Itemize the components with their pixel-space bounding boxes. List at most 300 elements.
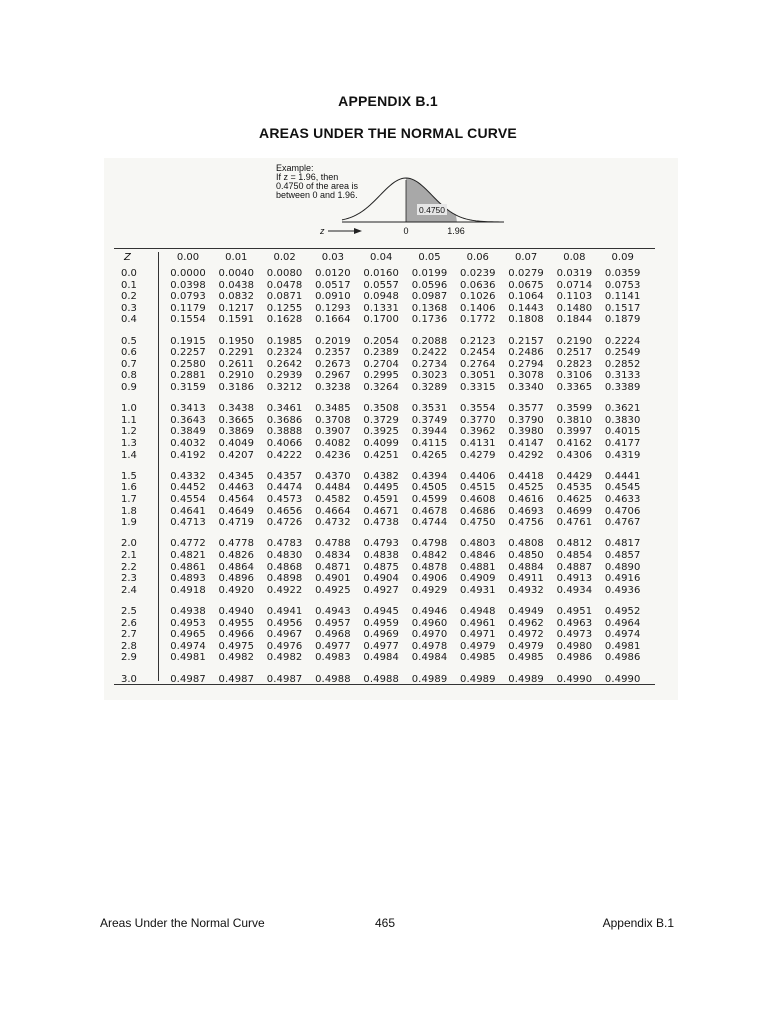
table-cell: 0.4932 [508,584,544,596]
table-cell: 0.2054 [363,335,399,347]
column-header: 0.00 [176,252,200,263]
table-cell: 0.4177 [604,438,641,449]
z-value: 2.8 [121,640,137,652]
table-cell: 0.4641 [170,505,206,517]
table-cell: 0.3665 [218,414,255,426]
table-cell: 0.2967 [315,370,351,382]
table-cell: 0.4608 [460,494,496,505]
z-value: 0.1 [121,279,137,291]
z-value: 0.6 [121,347,137,359]
table-cell: 0.4884 [508,561,544,573]
table-cell: 0.0000 [170,268,206,279]
table-cell: 0.4975 [218,640,255,652]
z-value: 2.0 [121,538,137,550]
table-cell: 0.4906 [411,573,448,585]
table-cell: 0.3264 [363,382,399,393]
table-cell: 0.1141 [604,291,641,303]
z-value: 0.2 [121,291,137,303]
table-cell: 0.4441 [604,470,641,482]
table-cell: 0.3643 [170,414,206,426]
table-cell: 0.4713 [170,517,206,529]
table-cell: 0.2910 [218,370,255,382]
table-cell: 0.1844 [556,314,593,326]
table-cell: 0.4875 [363,561,399,573]
table-cell: 0.4162 [556,438,593,449]
table-cell: 0.4656 [266,505,303,517]
table-cell: 0.0832 [218,291,255,303]
table-cell: 0.4983 [315,652,351,664]
table-cell: 0.4964 [604,617,641,629]
column-header: 0.08 [563,252,586,263]
example-line-4: between 0 and 1.96. [276,190,358,200]
table-cell: 0.4901 [315,573,351,585]
table-cell: 0.4826 [218,550,255,561]
table-cell: 0.4988 [363,673,399,685]
table-cell: 0.0517 [315,279,351,291]
table-cell: 0.4394 [411,470,448,482]
table-cell: 0.3577 [508,403,544,415]
table-cell: 0.1554 [170,314,206,326]
table-cell: 0.2939 [266,370,303,382]
table-cell: 0.4738 [363,517,399,529]
table-cell: 0.4957 [315,617,351,629]
table-cell: 0.4898 [266,573,303,585]
table-cell: 0.4798 [411,538,448,550]
table-cell: 0.4817 [604,538,641,550]
table-cell: 0.2580 [170,358,206,370]
table-cell: 0.1517 [604,302,641,314]
table-cell: 0.4535 [556,482,593,494]
table-cell: 0.3186 [218,382,255,393]
table-cell: 0.4868 [266,561,303,573]
table-cell: 0.0438 [218,279,255,291]
table-cell: 0.4463 [218,482,255,494]
table-cell: 0.0596 [411,279,448,291]
table-cell: 0.4990 [604,673,641,685]
table-cell: 0.4967 [266,629,303,641]
table-cell: 0.4699 [556,505,593,517]
appendix-title: APPENDIX B.1 [338,93,438,109]
table-cell: 0.4938 [170,606,206,617]
table-cell: 0.4925 [315,584,351,596]
table-cell: 0.3849 [170,426,206,438]
z-value: 1.5 [121,470,137,482]
table-cell: 0.4525 [508,482,544,494]
table-cell: 0.0675 [508,279,544,291]
table-cell: 0.1331 [363,302,399,314]
z-value: 2.6 [121,617,137,629]
table-cell: 0.1480 [556,302,593,314]
table-cell: 0.3962 [460,426,496,438]
header-rule [114,248,655,249]
table-cell: 0.4332 [170,470,206,482]
table-cell: 0.2357 [315,347,351,359]
table-cell: 0.4671 [363,505,399,517]
table-cell: 0.1628 [266,314,303,326]
table-cell: 0.4945 [363,606,399,617]
table-cell: 0.3997 [556,426,593,438]
table-cell: 0.0160 [363,268,399,279]
table-cell: 0.4881 [460,561,496,573]
table-cell: 0.4979 [508,640,544,652]
table-cell: 0.4948 [460,606,496,617]
table-cell: 0.4949 [508,606,544,617]
column-header: 0.05 [418,252,441,263]
table-cell: 0.4936 [604,584,641,596]
column-header: 0.09 [611,252,634,263]
table-cell: 0.3461 [266,403,303,415]
table-cell: 0.3508 [363,403,399,415]
table-cell: 0.4893 [170,573,206,585]
table-cell: 0.4864 [218,561,255,573]
table-cell: 0.4115 [411,438,448,449]
table-cell: 0.4788 [315,538,351,550]
z-value: 1.9 [121,517,137,529]
table-cell: 0.4973 [556,629,593,641]
table-cell: 0.4943 [315,606,351,617]
table-cell: 0.4732 [315,517,351,529]
table-cell: 0.4719 [218,517,255,529]
table-cell: 0.3686 [266,414,303,426]
footer-left-text: Areas Under the Normal Curve [100,916,265,930]
table-cell: 0.2881 [170,370,206,382]
z-value: 0.3 [121,302,137,314]
table-cell: 0.4484 [315,482,351,494]
table-cell: 0.4830 [266,550,303,561]
table-cell: 0.2324 [266,347,303,359]
table-cell: 0.2224 [604,335,641,347]
z-value: 1.1 [121,414,137,426]
table-cell: 0.4940 [218,606,255,617]
table-cell: 0.4192 [170,449,206,461]
z-value: 2.5 [121,606,137,617]
table-cell: 0.3106 [556,370,593,382]
table-cell: 0.3621 [604,403,641,415]
tick-label-zero: 0 [403,226,409,236]
table-cell: 0.4846 [460,550,496,561]
table-cell: 0.2486 [508,347,544,359]
table-cell: 0.4474 [266,482,303,494]
table-cell: 0.4909 [460,573,496,585]
z-value: 1.4 [121,449,137,461]
table-cell: 0.4980 [556,640,593,652]
table-cell: 0.4913 [556,573,593,585]
table-cell: 0.4808 [508,538,544,550]
table-cell: 0.0080 [266,268,303,279]
table-cell: 0.4953 [170,617,206,629]
table-cell: 0.4147 [508,438,544,449]
table-cell: 0.4976 [266,640,303,652]
table-cell: 0.2611 [218,358,255,370]
table-cell: 0.3133 [604,370,641,382]
table-cell: 0.2422 [411,347,448,359]
table-cell: 0.4686 [460,505,496,517]
table-cell: 0.4633 [604,494,641,505]
table-cell: 0.2517 [556,347,593,359]
table-cell: 0.4985 [460,652,496,664]
table-cell: 0.4981 [170,652,206,664]
table-cell: 0.4793 [363,538,399,550]
table-cell: 0.4981 [604,640,641,652]
table-cell: 0.4744 [411,517,448,529]
table-cell: 0.1950 [218,335,255,347]
table-cell: 0.1255 [266,302,303,314]
example-line-2: If z = 1.96, then [276,172,339,182]
table-subtitle: AREAS UNDER THE NORMAL CURVE [259,125,517,141]
table-cell: 0.4319 [604,449,641,461]
table-cell: 0.4972 [508,629,544,641]
table-cell: 0.0714 [556,279,593,291]
table-cell: 0.4984 [363,652,399,664]
table-cell: 0.4911 [508,573,544,585]
table-cell: 0.4934 [556,584,593,596]
table-cell: 0.2704 [363,358,399,370]
normal-table-panel [104,158,678,700]
table-cell: 0.0478 [266,279,303,291]
table-cell: 0.0120 [315,268,351,279]
table-cell: 0.3531 [411,403,448,415]
table-cell: 0.4959 [363,617,399,629]
column-header: 0.02 [273,252,296,263]
table-cell: 0.0948 [363,291,399,303]
tick-label-196: 1.96 [447,226,465,236]
table-cell: 0.0040 [218,268,255,279]
table-cell: 0.1064 [508,291,544,303]
table-cell: 0.4616 [508,494,544,505]
table-cell: 0.3554 [460,403,496,415]
table-cell: 0.4842 [411,550,448,561]
table-cell: 0.4406 [460,470,496,482]
table-cell: 0.4783 [266,538,303,550]
table-cell: 0.4890 [604,561,641,573]
table-cell: 0.4582 [315,494,351,505]
z-value: 0.0 [121,268,137,279]
table-cell: 0.3315 [460,382,496,393]
table-cell: 0.0793 [170,291,206,303]
table-cell: 0.4767 [604,517,641,529]
table-cell: 0.3365 [556,382,593,393]
table-cell: 0.4970 [411,629,448,641]
table-cell: 0.4916 [604,573,641,585]
table-cell: 0.1179 [170,302,206,314]
table-cell: 0.4418 [508,470,544,482]
table-cell: 0.4982 [218,652,255,664]
table-cell: 0.4564 [218,494,255,505]
table-cell: 0.2794 [508,358,544,370]
table-cell: 0.4554 [170,494,206,505]
table-cell: 0.2734 [411,358,448,370]
table-cell: 0.1915 [170,335,206,347]
table-cell: 0.4918 [170,584,206,596]
example-line-3: 0.4750 of the area is [276,181,359,191]
table-cell: 0.1103 [556,291,593,303]
table-cell: 0.4922 [266,584,303,596]
table-cell: 0.2995 [363,370,399,382]
table-cell: 0.0910 [315,291,351,303]
table-cell: 0.0239 [460,268,496,279]
table-cell: 0.4989 [508,673,544,685]
table-cell: 0.2291 [218,347,255,359]
table-cell: 0.4987 [266,673,303,685]
table-cell: 0.4279 [460,449,496,461]
table-cell: 0.4896 [218,573,255,585]
table-cell: 0.4778 [218,538,255,550]
table-cell: 0.3729 [363,414,399,426]
table-cell: 0.2257 [170,347,206,359]
z-value: 3.0 [121,673,137,685]
table-cell: 0.2642 [266,358,303,370]
shaded-area [406,178,457,222]
table-cell: 0.1700 [363,314,399,326]
table-cell: 0.4515 [460,482,496,494]
table-cell: 0.1406 [460,302,496,314]
table-cell: 0.4222 [266,449,303,461]
z-value: 1.3 [121,438,137,449]
table-cell: 0.4649 [218,505,255,517]
table-cell: 0.3888 [266,426,303,438]
z-value: 2.7 [121,629,137,641]
table-cell: 0.4861 [170,561,206,573]
table-cell: 0.4974 [170,640,206,652]
table-cell: 0.4946 [411,606,448,617]
table-cell: 0.4986 [604,652,641,664]
table-cell: 0.4236 [315,449,351,461]
table-cell: 0.4545 [604,482,641,494]
z-value: 1.7 [121,494,137,505]
table-cell: 0.4977 [363,640,399,652]
table-cell: 0.4956 [266,617,303,629]
table-cell: 0.4505 [411,482,448,494]
z-value: 2.9 [121,652,137,664]
table-cell: 0.4032 [170,438,206,449]
table-cell: 0.4929 [411,584,448,596]
table-cell: 0.4726 [266,517,303,529]
table-cell: 0.4495 [363,482,399,494]
table-cell: 0.4292 [508,449,544,461]
table-cell: 0.2123 [460,335,496,347]
column-header: 0.01 [225,252,248,263]
z-value: 2.2 [121,561,137,573]
z-value: 0.7 [121,358,137,370]
footer-right-text: Appendix B.1 [602,916,674,930]
table-cell: 0.4664 [315,505,351,517]
z-value: 2.4 [121,584,137,596]
z-value: 0.5 [121,335,137,347]
table-cell: 0.2157 [508,335,544,347]
table-cell: 0.4357 [266,470,303,482]
table-cell: 0.2764 [460,358,496,370]
table-cell: 0.0398 [170,279,206,291]
z-value: 1.6 [121,482,137,494]
table-cell: 0.3212 [266,382,303,393]
table-cell: 0.4989 [411,673,448,685]
table-cell: 0.4251 [363,449,399,461]
table-cell: 0.4962 [508,617,544,629]
z-value: 2.1 [121,550,137,561]
example-line-1: Example: [276,163,314,173]
table-cell: 0.4952 [604,606,641,617]
table-cell: 0.4066 [266,438,303,449]
z-column-divider [158,252,159,681]
column-header: 0.07 [514,252,538,263]
table-cell: 0.4920 [218,584,255,596]
table-cell: 0.3944 [411,426,448,438]
table-cell: 0.4974 [604,629,641,641]
bottom-rule [114,684,655,685]
table-cell: 0.2673 [315,358,351,370]
table-cell: 0.4821 [170,550,206,561]
table-cell: 0.2088 [411,335,448,347]
table-cell: 0.1368 [411,302,448,314]
table-cell: 0.4977 [315,640,351,652]
table-cell: 0.4985 [508,652,544,664]
table-cell: 0.1443 [508,302,544,314]
table-cell: 0.4812 [556,538,593,550]
table-cell: 0.4978 [411,640,448,652]
table-cell: 0.4971 [460,629,496,641]
table-cell: 0.4678 [411,505,448,517]
z-value: 1.8 [121,505,137,517]
column-header: 0.03 [321,252,345,263]
z-arrow-head [354,228,362,234]
table-cell: 0.4878 [411,561,448,573]
table-cell: 0.4382 [363,470,399,482]
table-cell: 0.2852 [604,358,641,370]
table-cell: 0.4927 [363,584,399,596]
table-cell: 0.2823 [556,358,593,370]
z-column-header: Z [124,252,131,263]
table-cell: 0.4979 [460,640,496,652]
table-cell: 0.0753 [604,279,641,291]
table-cell: 0.4207 [218,449,255,461]
table-cell: 0.4966 [218,629,255,641]
table-cell: 0.3869 [218,426,255,438]
table-cell: 0.0319 [556,268,593,279]
table-cell: 0.4984 [411,652,448,664]
table-cell: 0.4706 [604,505,641,517]
table-cell: 0.4871 [315,561,351,573]
table-cell: 0.3830 [604,414,641,426]
table-cell: 0.0359 [604,268,641,279]
z-value: 1.0 [121,403,137,415]
table-cell: 0.3051 [460,370,496,382]
z-axis-label: z [320,226,325,236]
table-cell: 0.4750 [460,517,496,529]
table-cell: 0.1293 [315,302,351,314]
table-cell: 0.4049 [218,438,255,449]
table-cell: 0.4803 [460,538,496,550]
table-cell: 0.4955 [218,617,255,629]
table-cell: 0.4099 [363,438,399,449]
table-cell: 0.4931 [460,584,496,596]
table-cell: 0.3749 [411,414,448,426]
table-cell: 0.1591 [218,314,255,326]
table-cell: 0.3413 [170,403,206,415]
table-cell: 0.1879 [604,314,641,326]
table-cell: 0.4963 [556,617,593,629]
table-cell: 0.4370 [315,470,351,482]
table-cell: 0.3289 [411,382,448,393]
z-value: 0.8 [121,370,137,382]
table-cell: 0.2019 [315,335,351,347]
column-header: 0.04 [370,252,393,263]
table-cell: 0.4838 [363,550,399,561]
table-cell: 0.4951 [556,606,593,617]
table-cell: 0.4761 [556,517,593,529]
table-cell: 0.4625 [556,494,593,505]
table-cell: 0.1217 [218,302,255,314]
table-cell: 0.4850 [508,550,544,561]
